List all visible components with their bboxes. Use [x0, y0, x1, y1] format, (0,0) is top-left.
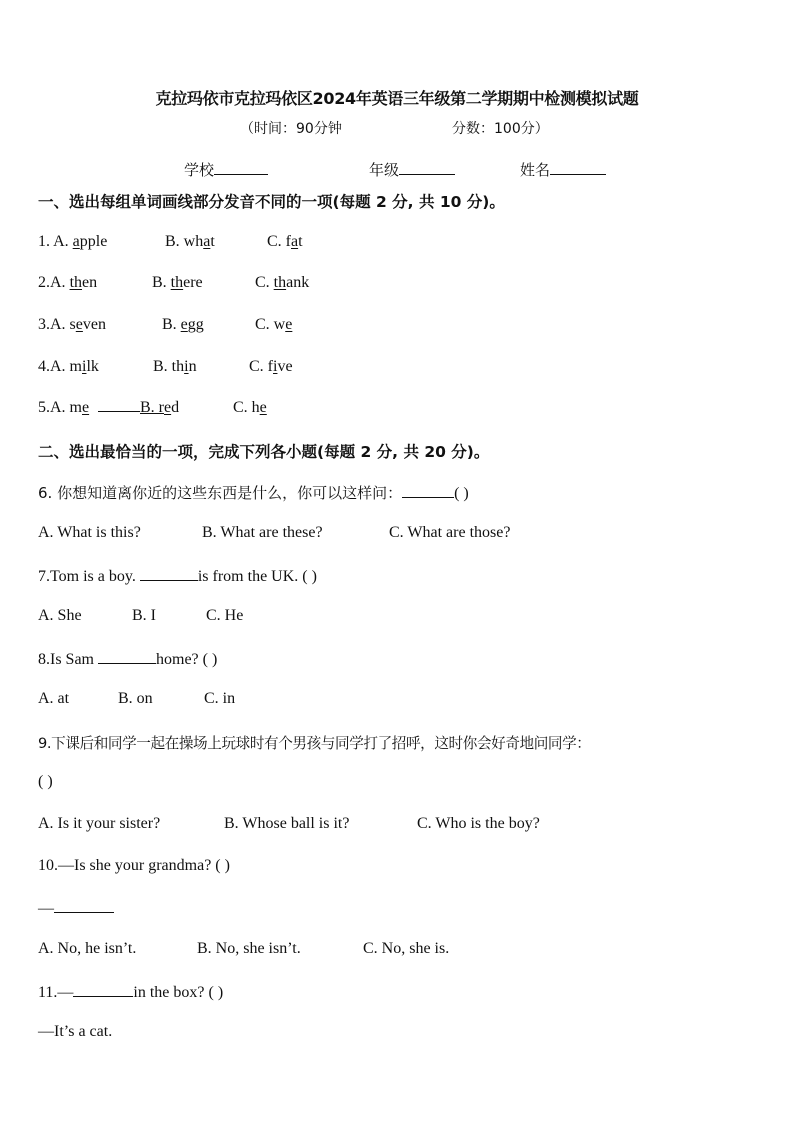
question-6 [38, 482, 469, 503]
question-8 [38, 649, 217, 669]
time-limit: （时间：90分钟 [240, 121, 342, 137]
q5-blank-line [98, 399, 140, 412]
q6-option-a[interactable]: A. What is this? [38, 524, 141, 541]
q11-stem-start: 11.— [38, 984, 74, 1001]
q7-stem-start: 7.Tom is a boy. [38, 568, 140, 585]
q5-option-c[interactable]: C. he [233, 399, 267, 416]
q7-option-a[interactable]: A. She [38, 607, 82, 624]
q10-response [38, 898, 114, 918]
q11-answer-blank[interactable] [73, 982, 133, 997]
q4-option-a[interactable]: 4.A. milk [38, 358, 99, 375]
q7-options [38, 607, 243, 625]
q10-options [38, 940, 449, 958]
name-blank[interactable] [550, 160, 606, 175]
exam-title: 克拉玛依市克拉玛依区2024年英语三年级第二学期期中检测模拟试题 [155, 89, 639, 108]
q9-paren: ( ) [38, 773, 53, 790]
q6-options [38, 524, 510, 542]
q1-option-c[interactable]: C. fat [267, 233, 303, 250]
grade-field [369, 159, 455, 180]
q6-paren: ( ) [454, 485, 469, 502]
question-2 [38, 274, 309, 292]
q8-options [38, 690, 235, 708]
q10-dash: — [38, 900, 54, 917]
q4-option-b[interactable]: B. thin [153, 358, 197, 375]
q8-option-c[interactable]: C. in [204, 690, 236, 707]
q9-option-a[interactable]: A. Is it your sister? [38, 815, 161, 832]
q2-option-a[interactable]: 2.A. then [38, 274, 98, 291]
question-10: 10.—Is she your grandma? ( ) [38, 857, 230, 874]
q6-option-b[interactable]: B. What are these? [202, 524, 323, 541]
q5-option-b[interactable]: B. red [140, 399, 180, 416]
grade-blank[interactable] [399, 160, 455, 175]
q5-option-a[interactable]: 5.A. me [38, 399, 90, 416]
q4-option-c[interactable]: C. five [249, 358, 293, 375]
q8-option-a[interactable]: A. at [38, 690, 70, 707]
school-blank[interactable] [214, 160, 268, 175]
q7-option-b[interactable]: B. I [132, 607, 156, 624]
section-1-heading: 一、选出每组单词画线部分发音不同的一项(每题 2 分, 共 10 分)。 [38, 193, 505, 211]
school-label: 学校 [184, 161, 215, 179]
q7-option-c[interactable]: C. He [206, 607, 244, 624]
q6-stem: 6. 你想知道离你近的这些东西是什么，你可以这样问： [38, 484, 403, 502]
q10-option-c[interactable]: C. No, she is. [363, 940, 450, 957]
question-11 [38, 982, 223, 1002]
q2-option-b[interactable]: B. there [152, 274, 203, 291]
q9-option-c[interactable]: C. Who is the boy? [417, 815, 540, 832]
total-score: 分数：100分） [452, 121, 549, 137]
q8-stem-start: 8.Is Sam [38, 651, 98, 668]
section-2-heading: 二、选出最恰当的一项，完成下列各小题(每题 2 分, 共 20 分)。 [38, 443, 490, 461]
q1-option-a[interactable]: 1. A. apple [38, 233, 108, 250]
q8-answer-blank[interactable] [98, 649, 156, 664]
q1-option-b[interactable]: B. what [165, 233, 215, 250]
q10-answer-blank[interactable] [54, 898, 114, 913]
q8-stem-end: home? ( ) [156, 651, 218, 668]
q3-option-a[interactable]: 3.A. seven [38, 316, 106, 333]
q6-answer-blank[interactable] [402, 483, 454, 498]
q3-option-b[interactable]: B. egg [162, 316, 204, 333]
q6-option-c[interactable]: C. What are those? [389, 524, 511, 541]
q8-option-b[interactable]: B. on [118, 690, 153, 707]
q9-options [38, 815, 540, 833]
q10-option-b[interactable]: B. No, she isn’t. [197, 940, 301, 957]
q9-option-b[interactable]: B. Whose ball is it? [224, 815, 350, 832]
q7-answer-blank[interactable] [140, 566, 198, 581]
q7-stem-end: is from the UK. ( ) [197, 568, 317, 585]
name-label: 姓名 [520, 161, 551, 179]
q3-option-c[interactable]: C. we [255, 316, 293, 333]
grade-label: 年级 [369, 161, 400, 179]
question-4 [38, 358, 293, 376]
q9-stem: 9.下课后和同学一起在操场上玩球时有个男孩与同学打了招呼，这时你会好奇地问同学： [38, 735, 591, 752]
q10-option-a[interactable]: A. No, he isn’t. [38, 940, 137, 957]
question-7 [38, 566, 317, 586]
question-3 [38, 316, 292, 334]
school-field [184, 159, 268, 180]
q11-answer: —It’s a cat. [38, 1023, 113, 1040]
question-9 [38, 732, 591, 753]
name-field [520, 159, 606, 180]
q11-stem-end: in the box? ( ) [133, 984, 224, 1001]
question-1 [38, 233, 303, 251]
question-5 [38, 399, 267, 417]
q2-option-c[interactable]: C. thank [255, 274, 310, 291]
